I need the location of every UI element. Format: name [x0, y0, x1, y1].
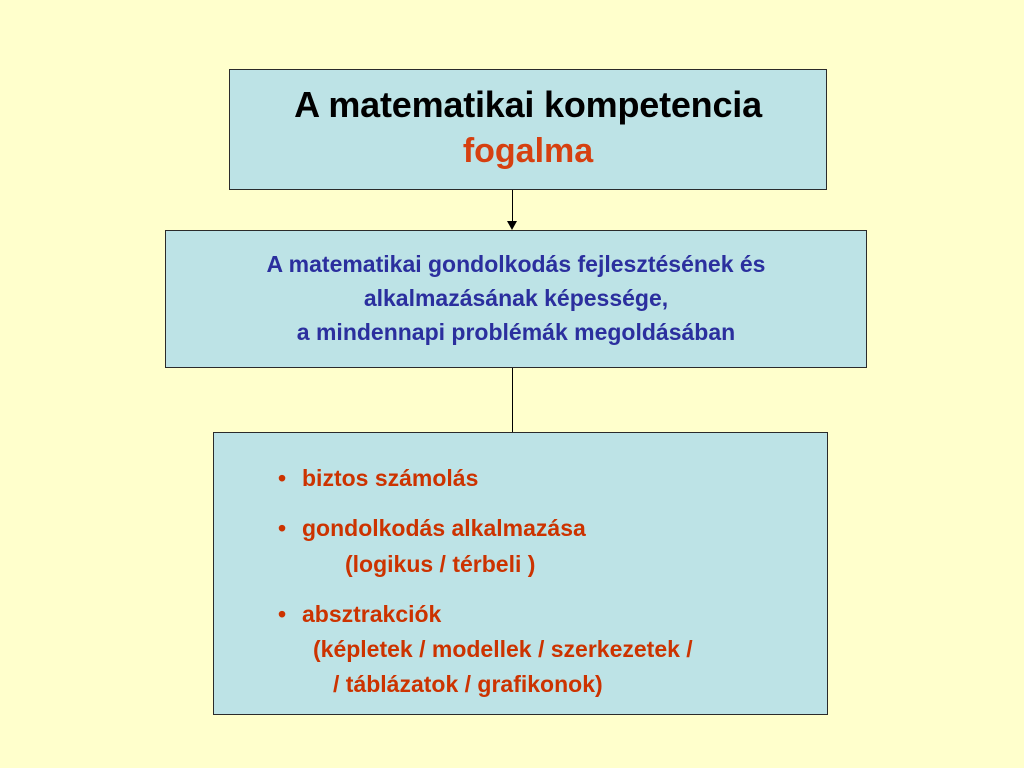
bullet-icon: •: [278, 601, 287, 627]
bullet-icon: •: [278, 465, 287, 491]
connector-arrow-line: [512, 190, 513, 221]
title-highlight: fogalma: [462, 132, 594, 170]
definition-box: [165, 230, 867, 368]
list-item-detail: (képletek / modellek / szerkezetek /: [313, 636, 693, 662]
bullet-icon: •: [278, 515, 287, 541]
definition-line: alkalmazásának képessége,: [363, 285, 669, 311]
definition-line: A matematikai gondolkodás fejlesztésének és: [266, 251, 766, 277]
title-box: [229, 69, 827, 190]
components-box: [213, 432, 828, 715]
list-item-detail: / táblázatok / grafikonok): [333, 671, 603, 697]
arrowhead-icon: [507, 221, 517, 230]
definition-line: a mindennapi problémák megoldásában: [296, 319, 736, 345]
title-main: A matematikai kompetencia: [294, 84, 762, 125]
list-item-label: absztrakciók: [302, 601, 442, 627]
definition-text: [166, 247, 866, 349]
list-item-label: gondolkodás alkalmazása: [302, 515, 586, 541]
connector-line: [512, 368, 513, 432]
list-item-detail: (logikus / térbeli ): [345, 551, 536, 577]
list-item-label: biztos számolás: [302, 465, 479, 491]
